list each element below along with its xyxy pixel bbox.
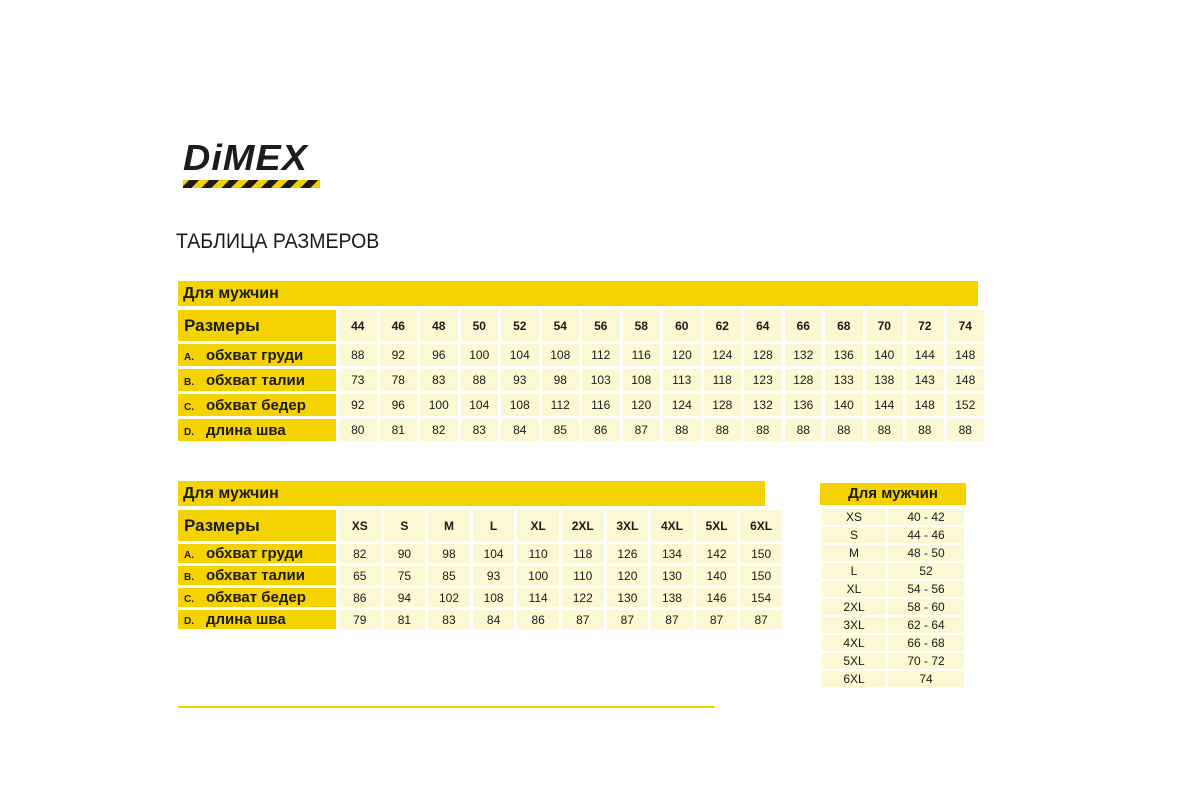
size-header-cell: 60	[663, 310, 701, 341]
size-header-row	[178, 510, 782, 541]
measurement-value: 88	[906, 419, 944, 441]
measurement-value: 130	[607, 588, 649, 607]
numeric-range-cell: 58 - 60	[888, 599, 964, 615]
measurement-value: 103	[582, 369, 620, 391]
logo-text: DiMEX	[183, 137, 308, 178]
measurement-label	[178, 566, 336, 585]
measurement-row	[178, 419, 984, 441]
measurement-letter: A.	[184, 351, 194, 363]
measurement-value: 96	[380, 394, 418, 416]
measurement-value: 120	[607, 566, 649, 585]
size-header-cell: 3XL	[607, 510, 649, 541]
measurement-value: 120	[663, 344, 701, 366]
size-header-cell: 62	[704, 310, 742, 341]
size-range-row	[822, 671, 964, 687]
measurement-value: 128	[744, 344, 782, 366]
measurement-value: 92	[339, 394, 377, 416]
measurement-value: 84	[501, 419, 539, 441]
measurement-letter: B.	[184, 572, 194, 583]
measurement-value: 98	[428, 544, 470, 563]
size-header-cell: 5XL	[696, 510, 738, 541]
size-header-cell: 54	[542, 310, 580, 341]
measurement-value: 87	[651, 610, 693, 629]
measurement-value: 88	[947, 419, 985, 441]
measurement-row	[178, 588, 782, 607]
measurement-value: 133	[825, 369, 863, 391]
letter-size-cell: 2XL	[822, 599, 886, 615]
measurement-value: 130	[651, 566, 693, 585]
size-header-cell: 52	[501, 310, 539, 341]
measurement-value: 142	[696, 544, 738, 563]
measurement-label	[178, 369, 336, 391]
measurement-value: 86	[339, 588, 381, 607]
measurement-value: 86	[582, 419, 620, 441]
measurement-value: 87	[696, 610, 738, 629]
size-header-cell: 72	[906, 310, 944, 341]
measurement-value: 108	[473, 588, 515, 607]
size-header-cell: 70	[866, 310, 904, 341]
size-header-cell: 66	[785, 310, 823, 341]
measurement-value: 108	[623, 369, 661, 391]
measurement-value: 84	[473, 610, 515, 629]
numeric-range-cell: 62 - 64	[888, 617, 964, 633]
numeric-range-cell: 70 - 72	[888, 653, 964, 669]
letter-size-cell: M	[822, 545, 886, 561]
measurement-value: 86	[517, 610, 559, 629]
measurement-value: 140	[825, 394, 863, 416]
measurement-row	[178, 344, 984, 366]
measurement-value: 140	[866, 344, 904, 366]
measurement-value: 82	[420, 419, 458, 441]
letter-size-cell: 6XL	[822, 671, 886, 687]
letter-size-cell: XL	[822, 581, 886, 597]
measurement-value: 93	[501, 369, 539, 391]
measurement-value: 102	[428, 588, 470, 607]
measurement-name: обхват груди	[206, 346, 304, 364]
measurement-name: обхват бедер	[206, 396, 306, 414]
size-header-cell: 50	[461, 310, 499, 341]
measurement-value: 132	[744, 394, 782, 416]
table2-section-title: Для мужчин	[178, 481, 765, 506]
measurement-value: 81	[384, 610, 426, 629]
size-header-cell: 74	[947, 310, 985, 341]
measurement-value: 123	[744, 369, 782, 391]
measurement-value: 108	[542, 344, 580, 366]
measurement-value: 118	[562, 544, 604, 563]
numeric-range-cell: 54 - 56	[888, 581, 964, 597]
measurement-value: 138	[866, 369, 904, 391]
measurement-value: 118	[704, 369, 742, 391]
measurement-value: 88	[866, 419, 904, 441]
measurement-row	[178, 566, 782, 585]
measurement-value: 65	[339, 566, 381, 585]
measurement-value: 88	[461, 369, 499, 391]
measurement-value: 83	[461, 419, 499, 441]
measurement-value: 148	[906, 394, 944, 416]
letter-size-table	[175, 507, 785, 632]
measurement-value: 136	[825, 344, 863, 366]
page-title: ТАБЛИЦА РАЗМЕРОВ	[176, 230, 380, 253]
measurement-value: 138	[651, 588, 693, 607]
measurement-name: обхват талии	[206, 371, 305, 389]
measurement-value: 83	[428, 610, 470, 629]
size-header-cell: 46	[380, 310, 418, 341]
size-header-cell: M	[428, 510, 470, 541]
measurement-letter: D.	[184, 616, 194, 627]
measurement-value: 85	[428, 566, 470, 585]
measurement-value: 80	[339, 419, 377, 441]
size-header-cell: 4XL	[651, 510, 693, 541]
measurement-value: 88	[825, 419, 863, 441]
letter-size-cell: 4XL	[822, 635, 886, 651]
size-header-row	[178, 310, 984, 341]
size-range-table	[820, 507, 966, 689]
size-header-cell: 44	[339, 310, 377, 341]
size-range-row	[822, 653, 964, 669]
measurement-value: 100	[517, 566, 559, 585]
measurement-value: 154	[740, 588, 782, 607]
measurement-value: 112	[542, 394, 580, 416]
measurement-value: 88	[785, 419, 823, 441]
measurement-value: 104	[473, 544, 515, 563]
table1-section-title: Для мужчин	[178, 281, 978, 306]
numeric-range-cell: 44 - 46	[888, 527, 964, 543]
size-range-row	[822, 581, 964, 597]
measurement-value: 146	[696, 588, 738, 607]
measurement-name: обхват бедер	[206, 589, 306, 606]
size-header-cell: L	[473, 510, 515, 541]
size-range-row	[822, 527, 964, 543]
measurement-label	[178, 610, 336, 629]
measurement-value: 150	[740, 544, 782, 563]
measurement-value: 148	[947, 344, 985, 366]
measurement-value: 143	[906, 369, 944, 391]
measurement-label	[178, 419, 336, 441]
measurement-value: 126	[607, 544, 649, 563]
measurement-value: 100	[461, 344, 499, 366]
size-range-row	[822, 545, 964, 561]
measurement-label	[178, 544, 336, 563]
logo-hazard-stripe	[183, 180, 320, 188]
numeric-range-cell: 48 - 50	[888, 545, 964, 561]
measurement-value: 104	[461, 394, 499, 416]
measurement-value: 116	[582, 394, 620, 416]
measurement-value: 104	[501, 344, 539, 366]
measurement-label	[178, 394, 336, 416]
measurement-value: 78	[380, 369, 418, 391]
bottom-divider	[178, 706, 715, 708]
measurement-value: 120	[623, 394, 661, 416]
measurement-value: 148	[947, 369, 985, 391]
measurement-name: длина шва	[206, 611, 286, 628]
size-header-cell: 48	[420, 310, 458, 341]
measurement-value: 88	[339, 344, 377, 366]
measurement-value: 128	[704, 394, 742, 416]
size-header-cell: 64	[744, 310, 782, 341]
measurement-value: 88	[663, 419, 701, 441]
letter-size-cell: 3XL	[822, 617, 886, 633]
measurement-letter: D.	[184, 426, 194, 438]
measurement-value: 124	[663, 394, 701, 416]
measurement-value: 87	[562, 610, 604, 629]
measurement-letter: B.	[184, 376, 194, 388]
measurement-value: 144	[906, 344, 944, 366]
measurement-value: 122	[562, 588, 604, 607]
measurement-value: 87	[623, 419, 661, 441]
measurement-value: 113	[663, 369, 701, 391]
measurement-value: 83	[420, 369, 458, 391]
measurement-value: 93	[473, 566, 515, 585]
measurement-value: 124	[704, 344, 742, 366]
measurement-label	[178, 588, 336, 607]
measurement-value: 88	[744, 419, 782, 441]
size-range-row	[822, 599, 964, 615]
measurement-value: 136	[785, 394, 823, 416]
measurement-value: 73	[339, 369, 377, 391]
size-header-cell: 6XL	[740, 510, 782, 541]
letter-size-cell: XS	[822, 509, 886, 525]
size-header-cell: XS	[339, 510, 381, 541]
measurement-label	[178, 344, 336, 366]
measurement-value: 140	[696, 566, 738, 585]
measurement-value: 152	[947, 394, 985, 416]
measurement-row	[178, 369, 984, 391]
measurement-value: 116	[623, 344, 661, 366]
measurement-row	[178, 544, 782, 563]
measurement-value: 81	[380, 419, 418, 441]
table3-section-title: Для мужчин	[820, 483, 966, 505]
measurement-letter: C.	[184, 594, 194, 605]
size-range-row	[822, 635, 964, 651]
measurement-value: 98	[542, 369, 580, 391]
measurement-name: обхват груди	[206, 545, 304, 562]
measurement-value: 108	[501, 394, 539, 416]
measurement-letter: A.	[184, 550, 194, 561]
sizes-header-label: Размеры	[178, 510, 336, 541]
numeric-range-cell: 52	[888, 563, 964, 579]
measurement-value: 96	[420, 344, 458, 366]
measurement-value: 110	[562, 566, 604, 585]
measurement-value: 110	[517, 544, 559, 563]
measurement-value: 88	[704, 419, 742, 441]
size-correspondence-table	[820, 483, 966, 689]
size-header-cell: S	[384, 510, 426, 541]
measurement-value: 87	[740, 610, 782, 629]
measurement-letter: C.	[184, 401, 194, 413]
measurement-value: 90	[384, 544, 426, 563]
measurement-value: 92	[380, 344, 418, 366]
measurement-value: 128	[785, 369, 823, 391]
measurement-value: 75	[384, 566, 426, 585]
letter-size-cell: S	[822, 527, 886, 543]
measurement-name: обхват талии	[206, 567, 305, 584]
measurement-value: 134	[651, 544, 693, 563]
sizes-header-label: Размеры	[178, 310, 336, 341]
numeric-size-table	[175, 307, 987, 444]
measurement-value: 94	[384, 588, 426, 607]
size-header-cell: 68	[825, 310, 863, 341]
measurement-value: 144	[866, 394, 904, 416]
size-header-cell: XL	[517, 510, 559, 541]
numeric-range-cell: 74	[888, 671, 964, 687]
numeric-range-cell: 40 - 42	[888, 509, 964, 525]
measurement-value: 85	[542, 419, 580, 441]
measurement-value: 112	[582, 344, 620, 366]
measurement-value: 150	[740, 566, 782, 585]
size-range-row	[822, 563, 964, 579]
measurement-value: 100	[420, 394, 458, 416]
size-header-cell: 56	[582, 310, 620, 341]
measurement-value: 82	[339, 544, 381, 563]
measurement-value: 87	[607, 610, 649, 629]
measurement-value: 132	[785, 344, 823, 366]
size-range-row	[822, 617, 964, 633]
size-header-cell: 2XL	[562, 510, 604, 541]
measurement-value: 79	[339, 610, 381, 629]
letter-size-cell: 5XL	[822, 653, 886, 669]
measurement-value: 114	[517, 588, 559, 607]
measurement-row	[178, 394, 984, 416]
measurement-name: длина шва	[206, 421, 286, 439]
size-header-cell: 58	[623, 310, 661, 341]
size-range-row	[822, 509, 964, 525]
numeric-range-cell: 66 - 68	[888, 635, 964, 651]
dimex-logo	[183, 137, 323, 190]
measurement-row	[178, 610, 782, 629]
letter-size-cell: L	[822, 563, 886, 579]
